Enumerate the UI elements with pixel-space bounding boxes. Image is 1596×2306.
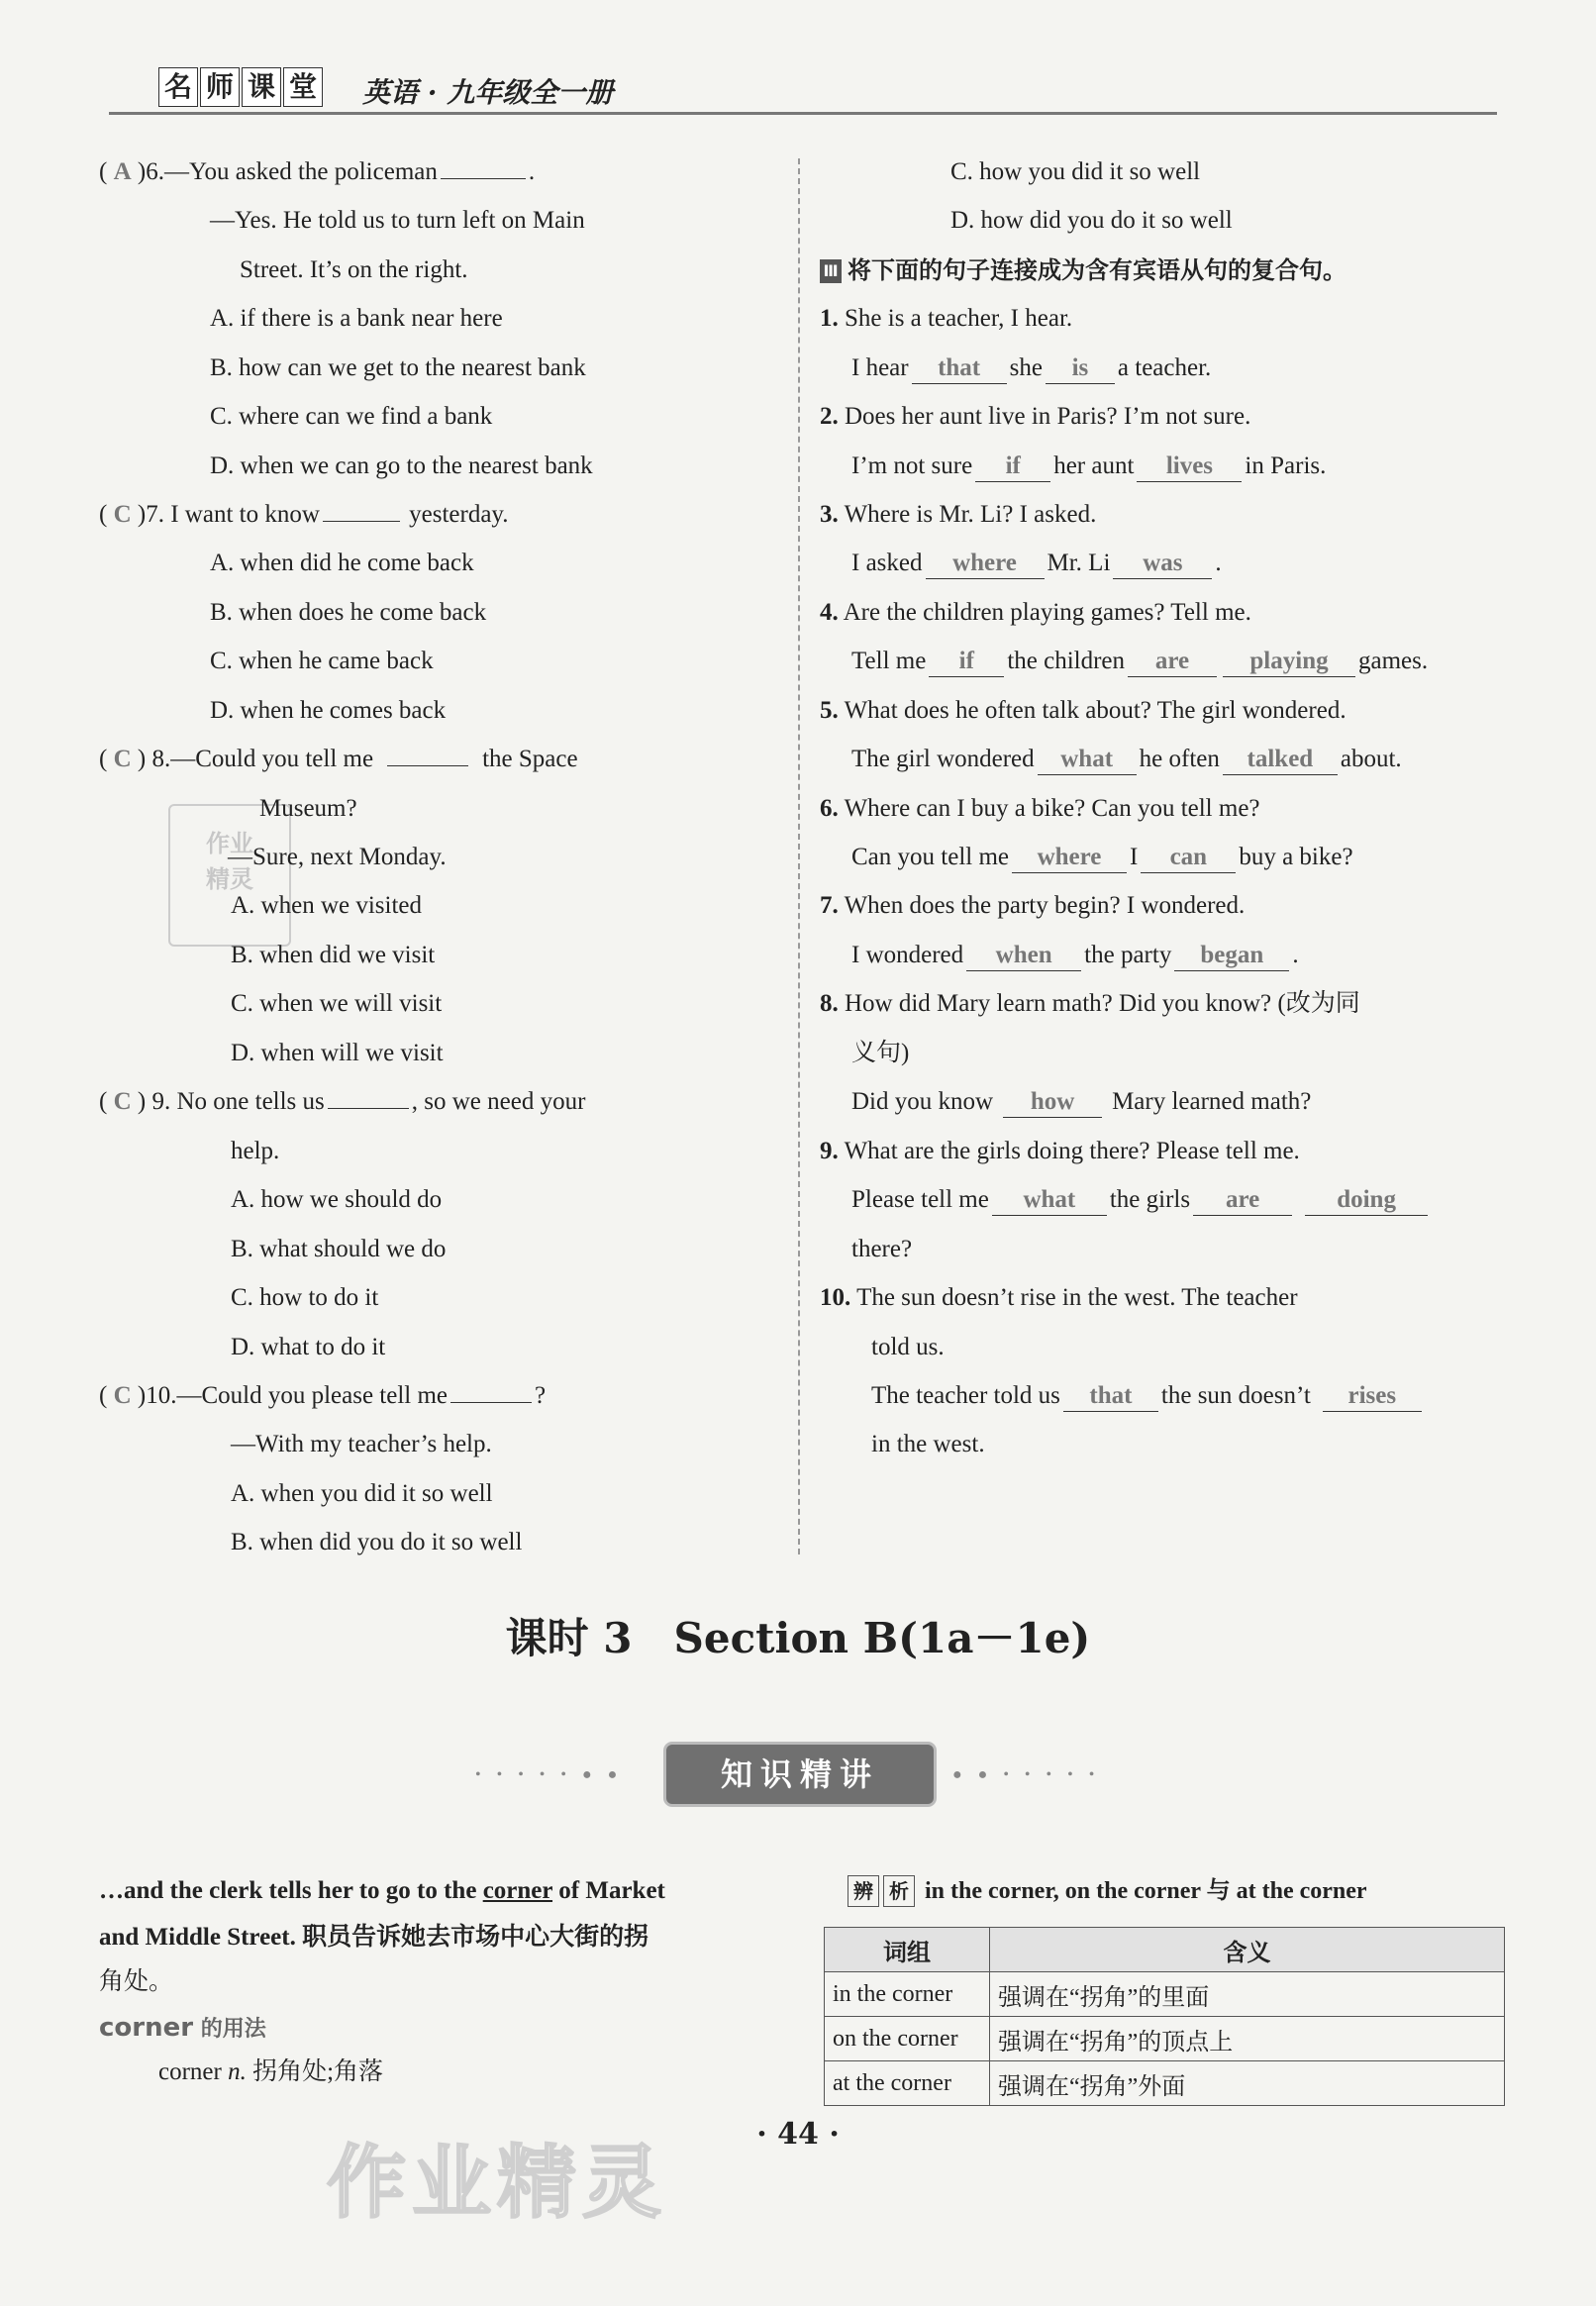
item-num: 9. bbox=[820, 1138, 839, 1164]
blank-answer: rises bbox=[1323, 1381, 1422, 1412]
q-stem: the Space bbox=[482, 746, 578, 772]
banner-dots-left: • • • • • ● ● bbox=[475, 1766, 624, 1783]
table-cell: in the corner bbox=[825, 1972, 990, 2017]
option: D. how did you do it so well bbox=[950, 207, 1233, 234]
option: A. when did he come back bbox=[210, 550, 474, 576]
knowledge-banner: 知识精讲 bbox=[666, 1745, 934, 1804]
text: she bbox=[1009, 354, 1043, 381]
q-stem: —Could you please tell me bbox=[176, 1382, 449, 1409]
key-word: corner bbox=[482, 1877, 553, 1904]
item-question: When does the party begin? I wondered. bbox=[844, 892, 1246, 919]
option: C. when we will visit bbox=[231, 990, 443, 1017]
item-num: 5. bbox=[820, 697, 839, 724]
option: D. when will we visit bbox=[231, 1040, 444, 1066]
blank-answer: are bbox=[1193, 1185, 1292, 1216]
text: in the west. bbox=[871, 1431, 985, 1457]
item-question: Does her aunt live in Paris? I’m not sure. bbox=[845, 403, 1251, 430]
table-cell: on the corner bbox=[825, 2017, 990, 2061]
badge-char: 堂 bbox=[283, 67, 323, 107]
item-num: 10. bbox=[820, 1284, 851, 1311]
option: B. when does he come back bbox=[210, 599, 487, 626]
table-cell: at the corner bbox=[825, 2061, 990, 2106]
q-stem: I want to know bbox=[170, 501, 320, 528]
option: C. how to do it bbox=[231, 1284, 379, 1311]
blank bbox=[328, 1108, 409, 1109]
text: about. bbox=[1340, 746, 1402, 772]
option: B. when did you do it so well bbox=[231, 1529, 523, 1555]
blank bbox=[441, 178, 526, 179]
text: n. bbox=[221, 2058, 247, 2085]
section-title-text: 将下面的句子连接成为含有宾语从句的复合句。 bbox=[848, 256, 1347, 284]
option: B. how can we get to the nearest bank bbox=[210, 354, 586, 381]
page-number: · 44 · bbox=[756, 2117, 840, 2152]
blank-answer: how bbox=[1003, 1087, 1102, 1118]
header-badge bbox=[158, 67, 325, 107]
header-subtitle: 英语 · 九年级全一册 bbox=[362, 76, 614, 109]
q-stem: Museum? bbox=[259, 795, 357, 822]
usage-definition bbox=[158, 2055, 383, 2089]
blank-answer: where bbox=[1012, 843, 1127, 873]
section-iii-heading bbox=[820, 253, 1347, 287]
item-num: 6. bbox=[820, 795, 839, 822]
q-stem: help. bbox=[231, 1138, 280, 1164]
blank-answer: that bbox=[1063, 1381, 1158, 1412]
q-num: 10. bbox=[146, 1382, 177, 1409]
text: Mr. Li bbox=[1047, 550, 1111, 576]
item-question: 义句) bbox=[851, 1040, 910, 1066]
blank-answer: are bbox=[1128, 647, 1217, 677]
item-question: What are the girls doing there? Please tell me. bbox=[844, 1138, 1300, 1164]
text: I wondered bbox=[851, 942, 964, 968]
item-num: 4. bbox=[820, 599, 839, 626]
text: in Paris. bbox=[1245, 452, 1327, 479]
q-stem: Street. It’s on the right. bbox=[240, 256, 468, 283]
badge-char: 师 bbox=[200, 67, 240, 107]
blank-answer: doing bbox=[1305, 1185, 1428, 1216]
text: the party bbox=[1084, 942, 1172, 968]
answer: A bbox=[113, 158, 132, 185]
blank-answer: if bbox=[975, 451, 1050, 482]
q-stem: —Yes. He told us to turn left on Main bbox=[210, 207, 585, 234]
item-num: 3. bbox=[820, 501, 839, 528]
q-stem: —You asked the policeman bbox=[163, 158, 438, 185]
blank-answer: is bbox=[1046, 353, 1115, 384]
blank-answer: what bbox=[1038, 745, 1137, 775]
text: The teacher told us bbox=[871, 1382, 1060, 1409]
option: A. if there is a bank near here bbox=[210, 305, 503, 332]
text: I bbox=[1130, 844, 1139, 870]
knowledge-sentence: and Middle Street. 职员告诉她去市场中心大街的拐 bbox=[99, 1924, 649, 1951]
q-stem: —Could you tell me bbox=[170, 746, 374, 772]
q-stem: yesterday. bbox=[409, 501, 509, 528]
text: corner bbox=[158, 2058, 222, 2085]
xi-badge: 析 bbox=[883, 1875, 915, 1907]
blank-answer: when bbox=[966, 941, 1081, 971]
blank-answer: where bbox=[926, 549, 1045, 579]
usage-heading bbox=[99, 2012, 266, 2043]
option: B. when did we visit bbox=[231, 942, 436, 968]
option: B. what should we do bbox=[231, 1236, 447, 1262]
text: Please tell me bbox=[851, 1186, 989, 1213]
text: the children bbox=[1007, 648, 1126, 674]
option: C. how you did it so well bbox=[950, 158, 1201, 185]
q-num: 7. bbox=[146, 501, 164, 528]
lesson-title: 课时 3 Section B(1a－1e) bbox=[505, 1614, 1091, 1662]
blank bbox=[323, 521, 400, 522]
item-question: She is a teacher, I hear. bbox=[845, 305, 1073, 332]
item-question: Where is Mr. Li? I asked. bbox=[844, 501, 1097, 528]
q-num: 9. bbox=[151, 1088, 171, 1115]
text: I’m not sure bbox=[851, 452, 973, 479]
stamp-text: 作业 bbox=[206, 830, 253, 857]
text: 的用法 bbox=[193, 2017, 266, 2042]
q-stem: No one tells us bbox=[176, 1088, 325, 1115]
bian-badge: 辨 bbox=[848, 1875, 879, 1907]
option: D. when he comes back bbox=[210, 697, 447, 724]
blank-answer: what bbox=[992, 1185, 1107, 1216]
item-question: What does he often talk about? The girl wondered. bbox=[844, 697, 1347, 724]
q-stem: —With my teacher’s help. bbox=[231, 1431, 492, 1457]
item-question: The sun doesn’t rise in the west. The teacher bbox=[856, 1284, 1298, 1311]
table-header-row bbox=[825, 1928, 1505, 1972]
watermark: 作业精灵 bbox=[327, 2137, 667, 2229]
blank-answer: playing bbox=[1223, 647, 1355, 677]
knowledge-sentence: 角处。 bbox=[99, 1968, 174, 1995]
item-num: 7. bbox=[820, 892, 839, 919]
text: Can you tell me bbox=[851, 844, 1009, 870]
text: buy a bike? bbox=[1239, 844, 1353, 870]
text: of Market bbox=[552, 1877, 665, 1904]
text: the girls bbox=[1109, 1186, 1191, 1213]
item-num: 8. bbox=[820, 990, 839, 1017]
blank-answer: if bbox=[929, 647, 1004, 677]
item-question: told us. bbox=[871, 1334, 945, 1360]
answer: C bbox=[113, 501, 132, 528]
table-header: 词组 bbox=[825, 1928, 990, 1972]
phrase-table bbox=[824, 1927, 1505, 2106]
text: Did you know bbox=[851, 1088, 994, 1115]
answer: C bbox=[113, 746, 132, 772]
text: there? bbox=[851, 1236, 913, 1262]
column-divider bbox=[798, 158, 800, 1554]
text: her aunt bbox=[1053, 452, 1135, 479]
q-num: 6. bbox=[146, 158, 164, 185]
table-cell: 强调在“拐角”的顶点上 bbox=[990, 2017, 1505, 2061]
blank-answer: was bbox=[1113, 549, 1212, 579]
q-num: 8. bbox=[151, 746, 171, 772]
text: Mary learned math? bbox=[1112, 1088, 1312, 1115]
stamp-text: 精灵 bbox=[206, 865, 253, 893]
item-question: Where can I buy a bike? Can you tell me? bbox=[844, 795, 1260, 822]
text: The girl wondered bbox=[851, 746, 1035, 772]
badge-char: 名 bbox=[158, 67, 198, 107]
answer: C bbox=[113, 1088, 132, 1115]
blank bbox=[387, 765, 468, 766]
text: a teacher. bbox=[1117, 354, 1212, 381]
banner-dots-right: ● ● • • • • • bbox=[952, 1766, 1101, 1783]
text: I asked bbox=[851, 550, 923, 576]
table-cell: 强调在“拐角”外面 bbox=[990, 2061, 1505, 2106]
text: I hear bbox=[851, 354, 909, 381]
blank-answer: talked bbox=[1223, 745, 1338, 775]
compare-title: in the corner, on the corner 与 at the corner bbox=[925, 1878, 1367, 1904]
text: …and the clerk tells her to go to the bbox=[99, 1877, 483, 1904]
q-stem: , so we need your bbox=[411, 1088, 586, 1115]
text: games. bbox=[1358, 648, 1429, 674]
q-stem: . bbox=[528, 158, 536, 185]
blank-answer: that bbox=[912, 353, 1007, 384]
item-question: Are the children playing games? Tell me. bbox=[843, 599, 1251, 626]
item-question: How did Mary learn math? Did you know? (改为同 bbox=[845, 990, 1360, 1017]
q-stem: —Sure, next Monday. bbox=[228, 844, 447, 870]
badge-char: 课 bbox=[242, 67, 281, 107]
table-row bbox=[825, 2061, 1505, 2106]
option: C. where can we find a bank bbox=[210, 403, 493, 430]
table-cell: 强调在“拐角”的里面 bbox=[990, 1972, 1505, 2017]
text: corner bbox=[99, 2013, 194, 2043]
table-header: 含义 bbox=[990, 1928, 1505, 1972]
answer: C bbox=[113, 1382, 132, 1409]
blank bbox=[450, 1402, 532, 1403]
compare-heading bbox=[848, 1874, 1367, 1908]
text: 拐角处;角落 bbox=[246, 2058, 384, 2085]
item-num: 1. bbox=[820, 305, 839, 332]
text: Tell me bbox=[851, 648, 927, 674]
blank-answer: began bbox=[1174, 941, 1289, 971]
header-rule bbox=[109, 112, 1497, 115]
text: the sun doesn’t bbox=[1160, 1382, 1311, 1409]
table-row bbox=[825, 1972, 1505, 2017]
option: A. when we visited bbox=[231, 892, 423, 919]
table-row bbox=[825, 2017, 1505, 2061]
blank-answer: lives bbox=[1137, 451, 1242, 482]
option: D. when we can go to the nearest bank bbox=[210, 452, 593, 479]
blank-answer: can bbox=[1141, 843, 1236, 873]
q-stem: ? bbox=[535, 1382, 547, 1409]
text: he often bbox=[1139, 746, 1220, 772]
option: C. when he came back bbox=[210, 648, 434, 674]
knowledge-sentence bbox=[99, 1874, 665, 1908]
text: . bbox=[1215, 550, 1222, 576]
option: D. what to do it bbox=[231, 1334, 386, 1360]
item-num: 2. bbox=[820, 403, 839, 430]
roman-numeral: Ⅲ bbox=[820, 259, 842, 283]
text: . bbox=[1292, 942, 1299, 968]
option: A. when you did it so well bbox=[231, 1480, 493, 1507]
option: A. how we should do bbox=[231, 1186, 443, 1213]
